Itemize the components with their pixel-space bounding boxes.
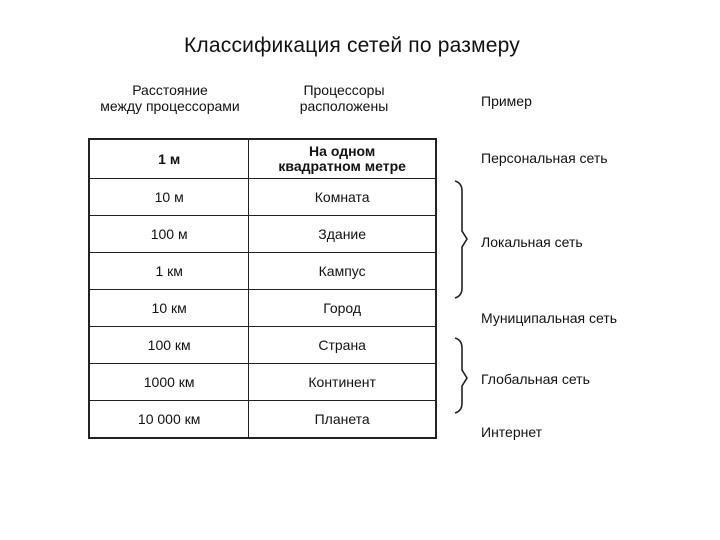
header-location-line2: расположены bbox=[299, 98, 389, 114]
example-local: Локальная сеть bbox=[481, 234, 583, 250]
header-distance-line1: Расстояние bbox=[132, 82, 208, 98]
example-personal: Персональная сеть bbox=[481, 150, 608, 166]
distance-cell: 10 м bbox=[89, 179, 249, 216]
distance-cell: 1000 км bbox=[89, 364, 249, 401]
location-cell: Страна bbox=[249, 327, 436, 364]
distance-cell: 10 000 км bbox=[89, 401, 249, 439]
distance-cell: 100 км bbox=[89, 327, 249, 364]
header-distance-line2: между процессорами bbox=[100, 98, 240, 114]
location-cell: Континент bbox=[249, 364, 436, 401]
global-network-brace bbox=[455, 338, 467, 413]
example-municipal: Муниципальная сеть bbox=[481, 310, 618, 326]
location-line1: На одном bbox=[309, 143, 376, 159]
distance-cell: 1 км bbox=[89, 253, 249, 290]
location-cell: Планета bbox=[249, 401, 436, 439]
header-example: Пример bbox=[481, 93, 532, 109]
location-cell: Комната bbox=[249, 179, 436, 216]
example-global: Глобальная сеть bbox=[481, 371, 590, 387]
location-cell: Город bbox=[249, 290, 436, 327]
page-title: Классификация сетей по размеру bbox=[183, 34, 520, 57]
example-internet: Интернет bbox=[481, 424, 543, 440]
distance-cell: 10 км bbox=[89, 290, 249, 327]
location-cell: Здание bbox=[249, 216, 436, 253]
location-cell: Кампус bbox=[249, 253, 436, 290]
distance-cell: 1 м bbox=[89, 139, 249, 179]
header-location-line1: Процессоры bbox=[303, 82, 385, 98]
location-line2: квадратном метре bbox=[278, 158, 406, 174]
local-network-brace bbox=[455, 181, 467, 298]
distance-cell: 100 м bbox=[89, 216, 249, 253]
